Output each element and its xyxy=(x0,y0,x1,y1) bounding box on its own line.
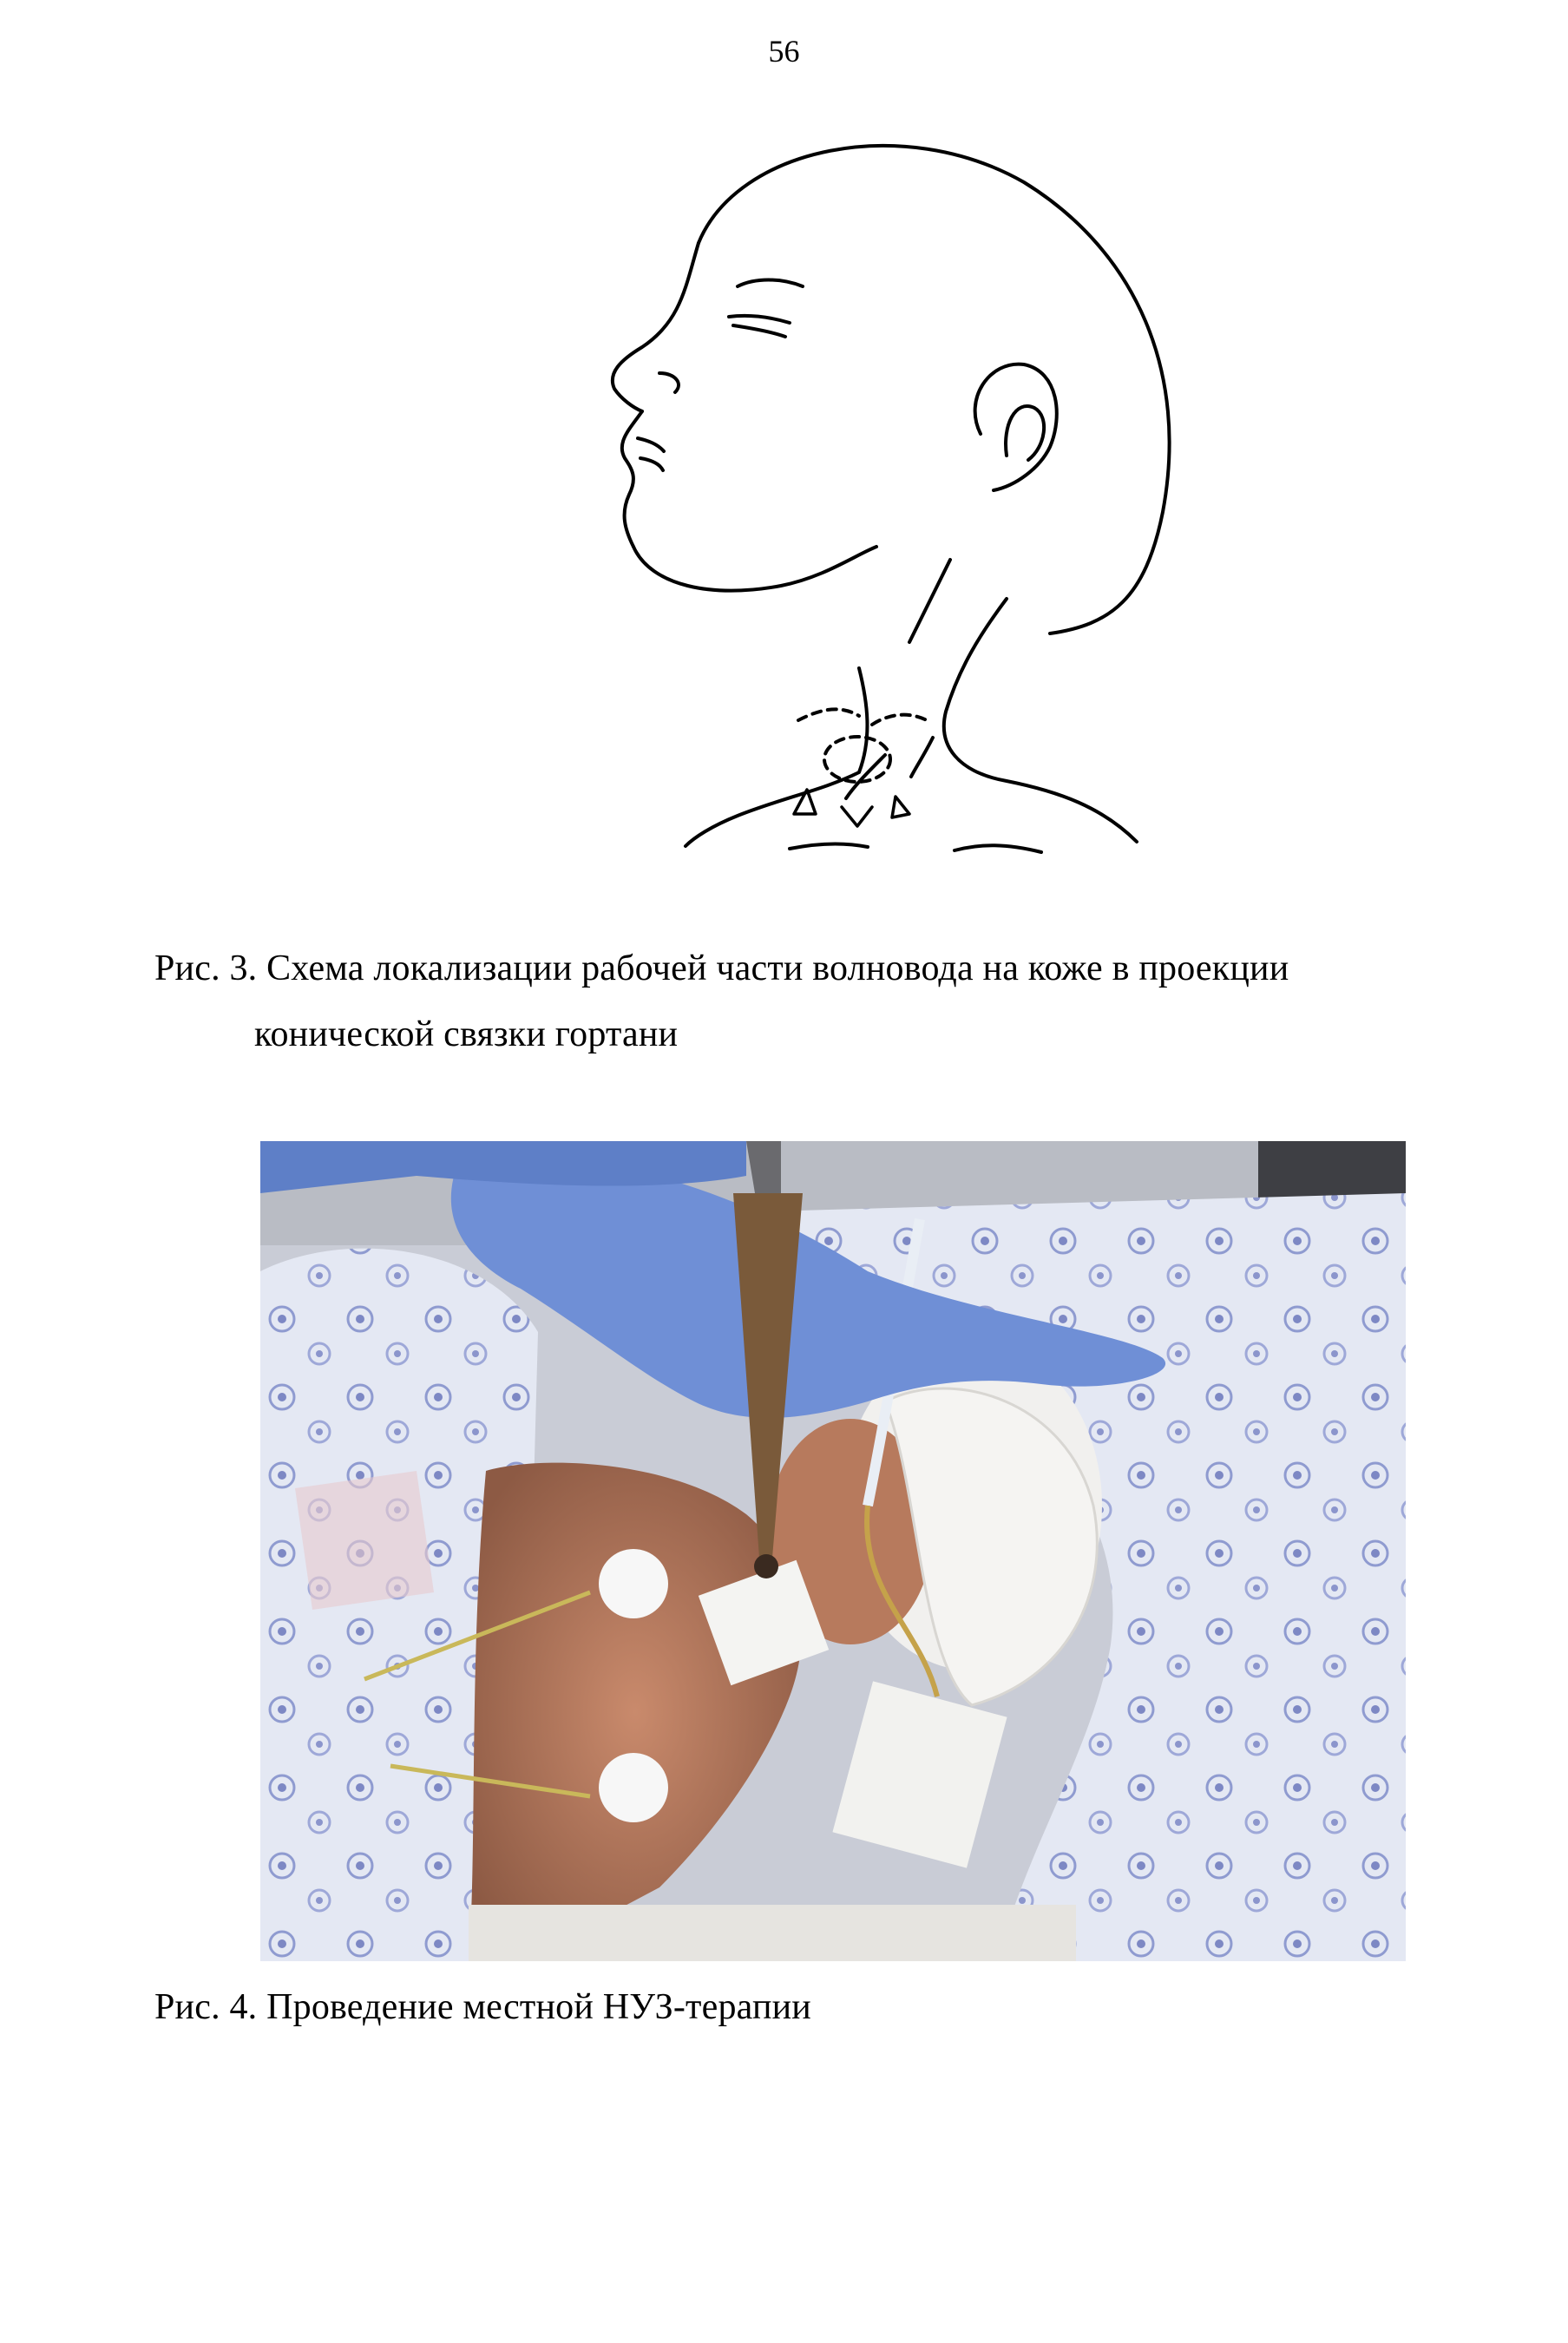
figure-3-caption-line2: конической связки гортани xyxy=(254,1014,679,1054)
figure-3-caption-line1: Схема локализации рабочей части волновода на коже в проекции xyxy=(266,948,1289,988)
figure-4-caption-label: Рис. 4. xyxy=(154,1987,258,2027)
page-number: 56 xyxy=(768,34,800,69)
figure-3-caption-label: Рис. 3. xyxy=(154,948,258,988)
figure-4-photo xyxy=(260,1141,1406,1961)
figure-3-caption xyxy=(154,935,1456,1067)
figure-4-caption-text: Проведение местной НУЗ-терапии xyxy=(266,1987,811,2027)
figure-3-head-diagram xyxy=(451,113,1250,859)
figure-4-caption xyxy=(154,1974,811,2040)
